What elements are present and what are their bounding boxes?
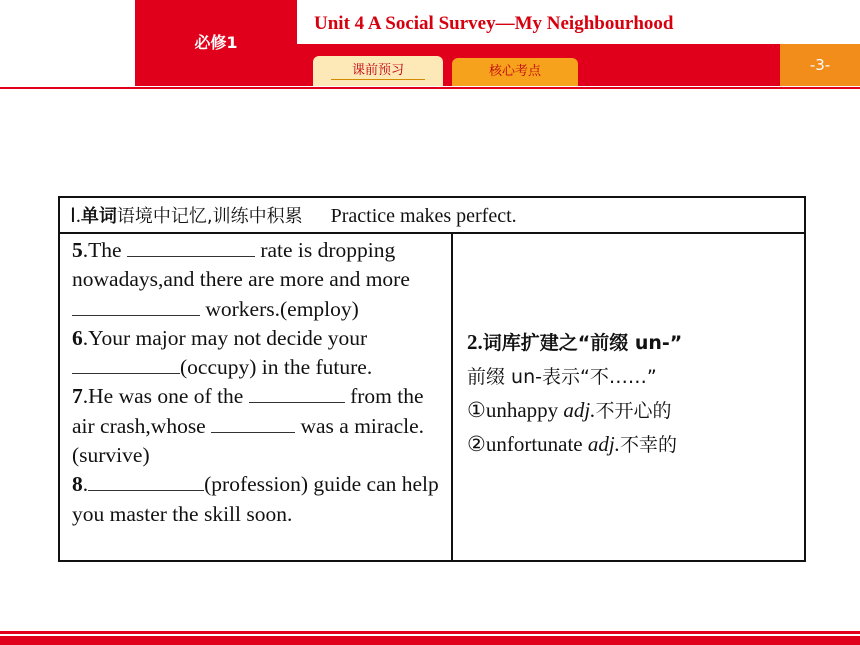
q7-text-c: was a miracle.(survive) xyxy=(72,413,425,468)
question-6 xyxy=(72,324,445,383)
q7-text-b: from the air crash,whose xyxy=(72,384,424,438)
header-divider xyxy=(0,87,860,89)
heading-bold: 单词 xyxy=(80,206,117,227)
unit-title: Unit 4 A Social Survey—My Neighbourhood xyxy=(314,13,674,34)
course-label: 必修1 xyxy=(194,33,238,52)
item2-meaning: 不幸的 xyxy=(619,434,677,456)
question-5 xyxy=(72,236,445,324)
q7-blank-2[interactable] xyxy=(211,412,295,432)
header-left-blank xyxy=(0,0,135,86)
q5-number: 5 xyxy=(72,238,83,262)
prefix-example-2 xyxy=(467,428,804,462)
q6-blank[interactable] xyxy=(72,354,180,374)
footer-line xyxy=(0,631,860,634)
heading-cn: 语境中记忆,训练中积累 xyxy=(116,206,303,227)
tab-key-points-label: 核心考点 xyxy=(488,64,541,79)
q5-text-c: workers.(employ) xyxy=(200,296,359,321)
item1-pos: adj. xyxy=(563,398,596,422)
footer-bar xyxy=(0,636,860,645)
tab-preview[interactable] xyxy=(313,56,443,86)
tab-key-points[interactable] xyxy=(452,58,578,86)
q6-text-b: (occupy) in the future. xyxy=(180,355,373,380)
q8-text-b: (profession) guide can help you master the skill soon. xyxy=(72,472,439,526)
q8-blank[interactable] xyxy=(88,471,204,491)
prefix-description xyxy=(467,360,804,394)
q5-blank-2[interactable] xyxy=(72,295,200,315)
word-building-column xyxy=(453,234,804,560)
q7-number: 7 xyxy=(72,384,83,409)
item1-marker: ① xyxy=(467,398,486,422)
prefix-title-text: 词库扩建之“前缀 un-” xyxy=(482,332,683,354)
question-8 xyxy=(72,470,445,529)
item1-meaning: 不开心的 xyxy=(595,400,672,422)
table-heading xyxy=(60,198,804,234)
item1-word: unhappy xyxy=(485,398,564,422)
q6-text-a: .Your major may not decide your xyxy=(82,325,368,350)
prefix-example-1 xyxy=(467,394,804,428)
question-7 xyxy=(72,382,445,470)
q5-text-a: .The xyxy=(82,238,127,262)
page-number: -3- xyxy=(780,44,860,86)
item2-pos: adj. xyxy=(587,432,620,456)
vocab-table xyxy=(58,196,806,562)
q6-number: 6 xyxy=(72,325,83,350)
item2-word: unfortunate xyxy=(485,432,588,456)
exercise-column xyxy=(60,234,453,560)
prefix-title xyxy=(467,326,804,360)
q7-text-a: .He was one of the xyxy=(82,384,249,409)
tab-preview-label: 课前预习 xyxy=(351,63,404,78)
prefix-title-number: 2. xyxy=(467,330,483,354)
q8-number: 8 xyxy=(72,472,83,497)
prefix-desc-text: 前缀 un-表示“不……” xyxy=(467,366,657,388)
q5-text-b: rate is dropping nowadays,and there are more and more xyxy=(72,238,410,292)
q5-blank-1[interactable] xyxy=(127,237,255,257)
q8-text-a: . xyxy=(82,472,89,497)
q7-blank-1[interactable] xyxy=(249,383,345,403)
heading-en: Practice makes perfect. xyxy=(330,205,517,227)
item2-marker: ② xyxy=(467,432,486,456)
tab-underline xyxy=(331,79,425,80)
heading-roman: Ⅰ. xyxy=(70,205,81,227)
